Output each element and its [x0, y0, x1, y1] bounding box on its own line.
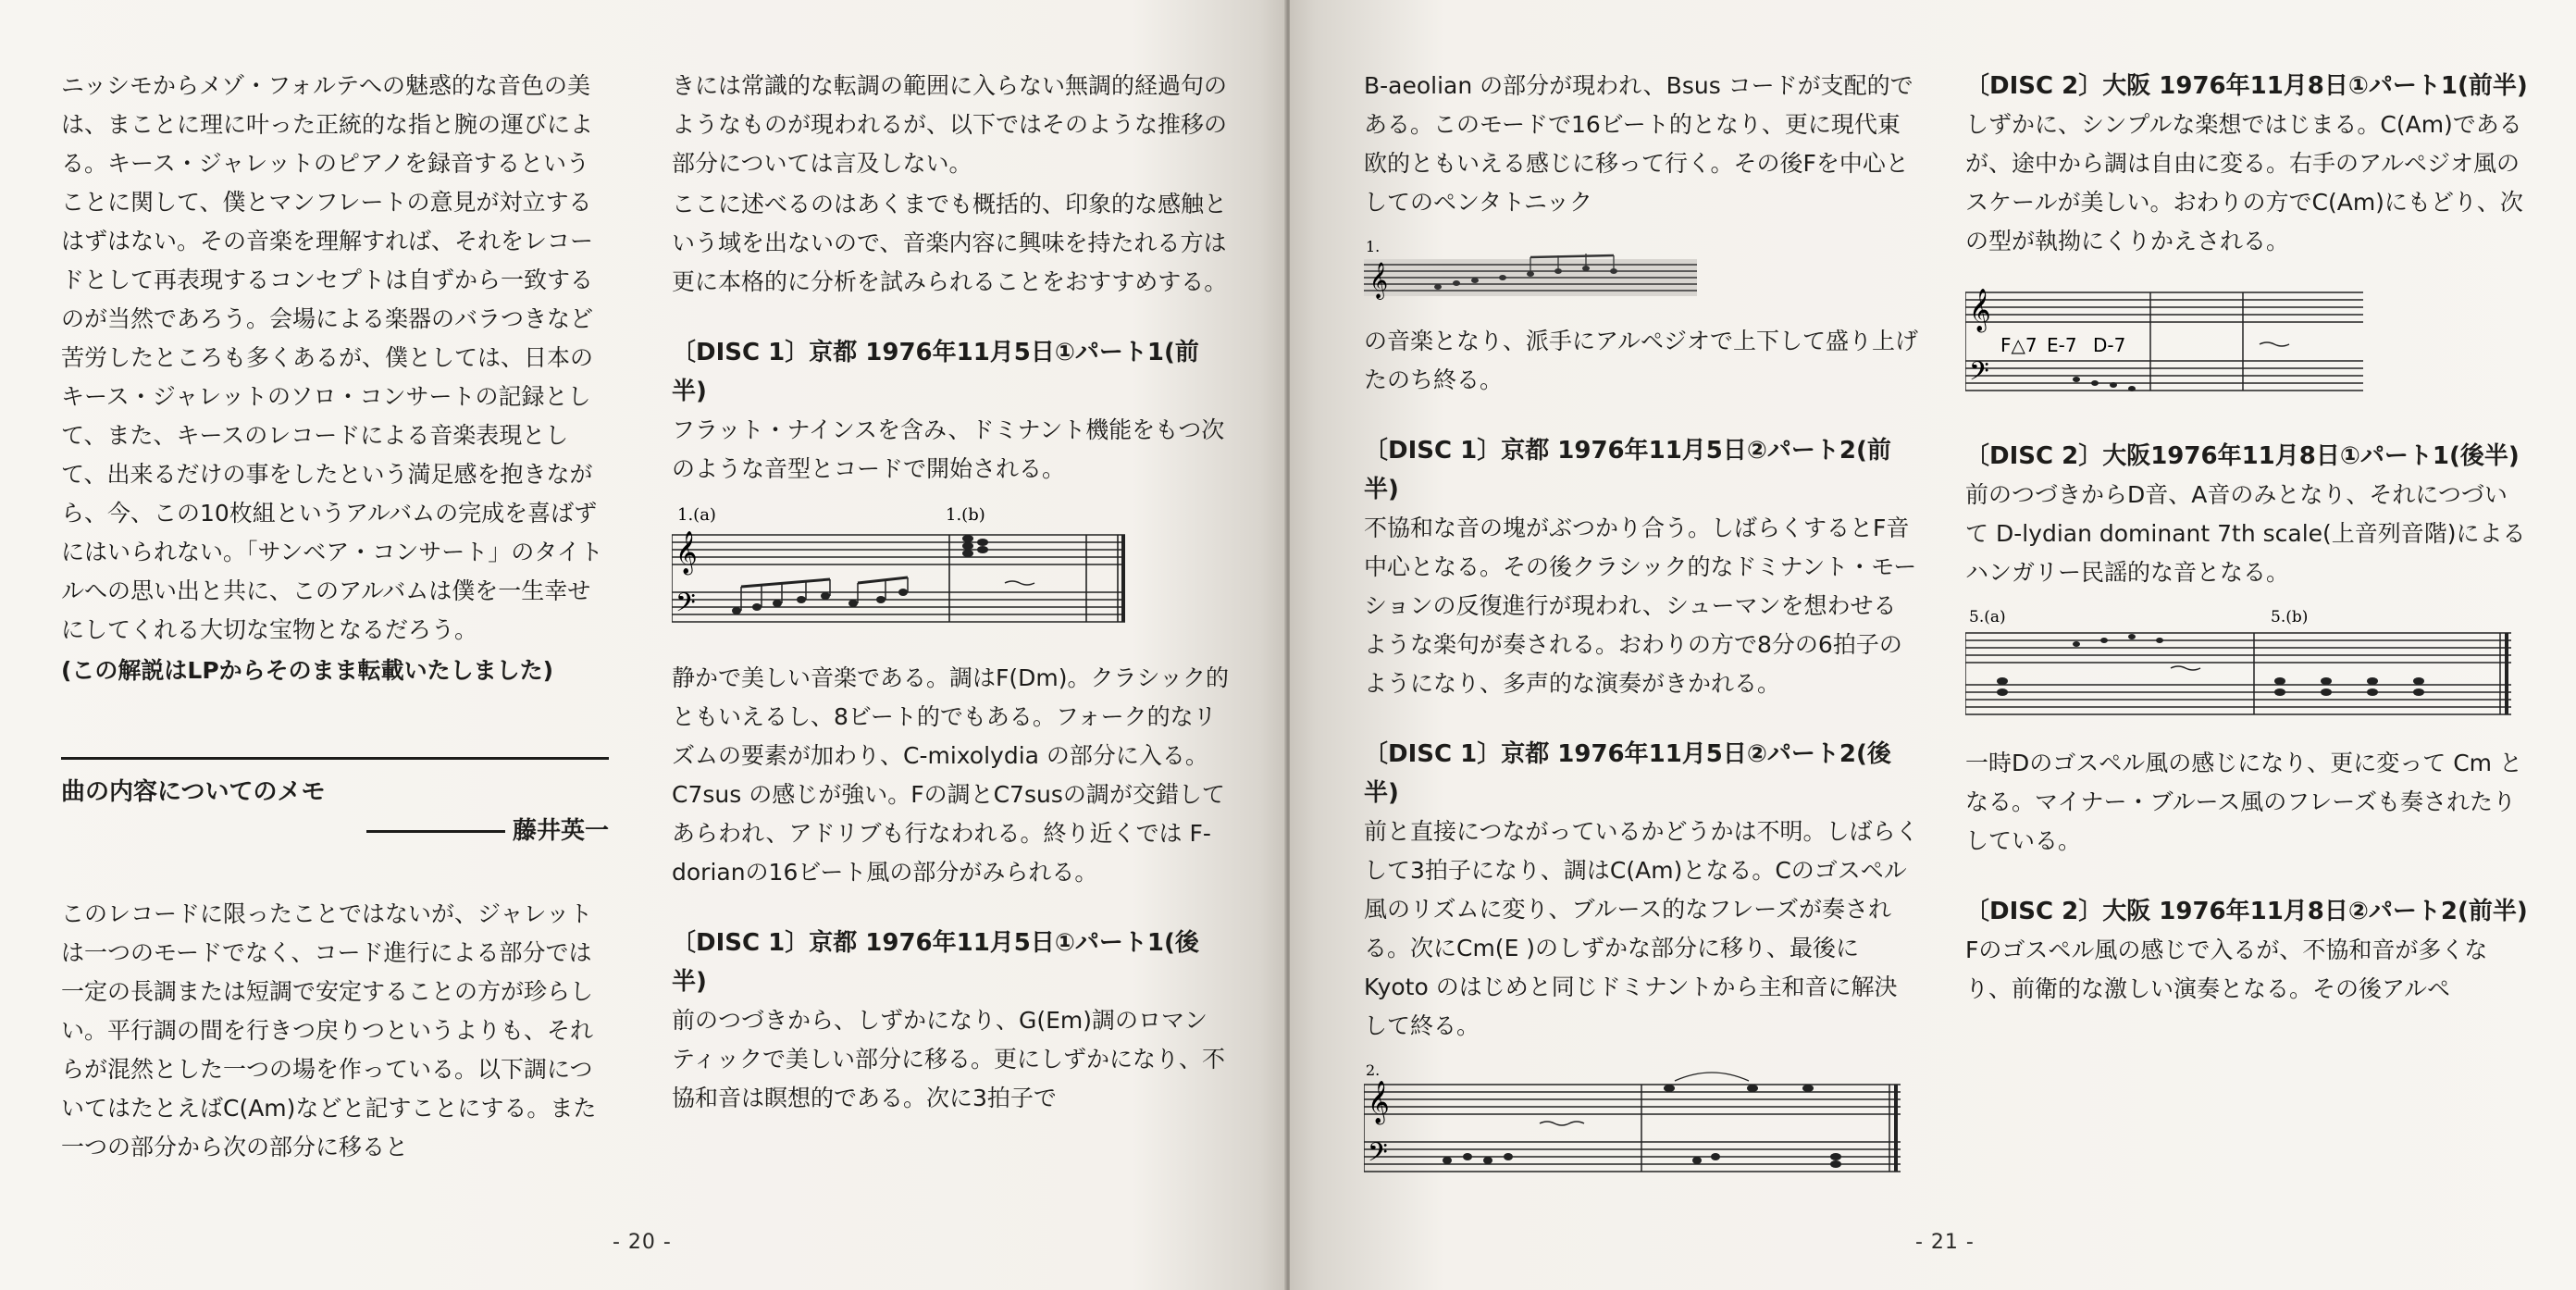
page-number: - 21 - [1915, 1231, 1975, 1254]
section-heading: 〔DISC 1〕京都 1976年11月5日②パート2(後半) [1364, 740, 1891, 807]
paragraph: の音楽となり、派手にアルペジオで上下して盛り上げたのち終る。 [1364, 328, 1919, 393]
paragraph: ここに述べるのはあくまでも概括的、印象的な感触という域を出ないので、音楽内容に興味を持たれる方は更に本格的に分析を試みられることをおすすめする。 [672, 191, 1228, 295]
figure-label: 2. [1366, 1061, 1381, 1079]
svg-text:𝄢: 𝄢 [675, 588, 696, 625]
section-heading: 〔DISC 1〕京都 1976年11月5日①パート1(後半) [672, 929, 1199, 996]
music-example-3 [1364, 1061, 1919, 1181]
memo-author-line [61, 812, 609, 850]
right-column-1 [1364, 67, 1919, 1197]
section-heading: 〔DISC 2〕大阪 1976年11月8日①パート1(前半) [1965, 72, 2528, 100]
svg-text:𝄞: 𝄞 [675, 531, 698, 574]
chord-symbol: F△7 [2000, 334, 2037, 356]
left-column-1 [61, 67, 609, 1169]
author-dash [366, 830, 505, 833]
right-column-2 [1965, 67, 2530, 1011]
right-page [1290, 0, 2576, 1290]
section-heading: 〔DISC 2〕大阪 1976年11月8日②パート2(前半) [1965, 898, 2528, 925]
memo-author: 藤井英一 [512, 817, 609, 845]
paragraph: 静かで美しい音楽である。調はF(Dm)。クラシック的ともいえるし、8ビート的でもある。フォーク的なリズムの要素が加わり、C-mixolydia の部分に入る。C7sus の感じが強い。Fの調とC7susの調が交錯してあらわれ、アドリブも行なわれる。終り近くでは F-dorianの16ビート風の部分がみられる。 [672, 664, 1229, 886]
svg-text:𝄢: 𝄢 [1969, 356, 1989, 393]
svg-text:𝄞: 𝄞 [1969, 289, 1991, 331]
section-divider [61, 757, 609, 760]
chord-symbol: E-7 [2047, 334, 2077, 356]
paragraph: フラット・ナインスを含み、ドミナント機能をもつ次のような音型とコードで開始される。 [672, 416, 1225, 482]
section-heading: 〔DISC 1〕京都 1976年11月5日②パート2(前半) [1364, 437, 1891, 503]
reprint-note: (この解説はLPからそのまま転載いたしました) [61, 657, 554, 684]
left-column-2 [672, 67, 1231, 1120]
paragraph: 前のつづきからD音、A音のみとなり、それにつづいて D-lydian dominant 7th scale(上音列音階)によるハンガリー民謡的な音となる。 [1965, 481, 2526, 586]
paragraph: しずかに、シンプルな楽想ではじまる。C(Am)であるが、途中から調は自由に変る。右手のアルペジオ風のスケールが美しい。おわりの方でC(Am)にもどり、次の型が執拗にくりかえされる。 [1965, 111, 2523, 254]
paragraph: 不協和な音の塊がぶつかり合う。しばらくするとF音中心となる。その後クラシック的なドミナント・モーションの反復進行が現われ、シューマンを想わせるような楽句が奏される。おわりの方で8分の6拍子のようになり、多声的な演奏がきかれる。 [1364, 515, 1917, 697]
page-number: - 20 - [613, 1231, 672, 1254]
figure-label: 5.(b) [2271, 608, 2309, 626]
chord-symbol: D-7 [2093, 334, 2126, 356]
figure-label: 5.(a) [1969, 608, 2006, 626]
paragraph: B-aeolian の部分が現われ、Bsus コードが支配的である。このモードで16ビート的となり、更に現代東欧的ともいえる感じに移って行く。その後Fを中心としてのペンタトニック [1364, 72, 1913, 216]
paragraph: 前のつづきから、しずかになり、G(Em)調のロマンティックで美しい部分に移る。更にしずかになり、不協和音は瞑想的である。次に3拍子で [672, 1007, 1226, 1111]
left-page [0, 0, 1286, 1290]
paragraph: ニッシモからメゾ・フォルテへの魅惑的な音色の美は、まことに理に叶った正統的な指と腕の運びによる。キース・ジャレットのピアノを録音するということに関して、僕とマンフレートの意見が対立するはずはない。その音楽を理解すれば、それをレコードとして再表現するコンセプトは自ずから一致するのが当然であろう。会場による楽器のバラつきなど苦労したところも多くあるが、僕としては、日本のキース・ジャレットのソロ・コンサートの記録として、また、キースのレコードによる音楽表現として、出来るだけの事をしたという満足感を抱きながら、今、この10枚組というアルバムの完成を喜ばずにはいられない。「サンベア・コンサート」のタイトルへの思い出と共に、このアルバムは僕を一生幸せにしてくれる大切な宝物となるだろう。 [61, 72, 603, 643]
paragraph: きには常識的な転調の範囲に入らない無調的経過句のようなものが現われるが、以下ではそのような推移の部分については言及しない。 [672, 72, 1228, 177]
paragraph: 前と直接につながっているかどうかは不明。しばらくして3拍子になり、調はC(Am)となる。Cのゴスペル風のリズムに変り、ブルース的なフレーズが奏される。次にCm(E )のしずかな部分に移り、最後に Kyoto のはじめと同じドミナントから主和音に解決して終る。 [1364, 818, 1919, 1039]
figure-label: 1. [1366, 238, 1381, 255]
paragraph: Fのゴスペル風の感じで入るが、不協和音が多くなり、前衛的な激しい演奏となる。その後アルペ [1965, 936, 2488, 1002]
music-example-4 [1965, 276, 2372, 405]
svg-text:𝄞: 𝄞 [1368, 1081, 1390, 1123]
memo-title: 曲の内容についてのメモ [61, 778, 326, 806]
paragraph: このレコードに限ったことではないが、ジャレットは一つのモードでなく、コード進行による部分では一定の長調または短調で安定することの方が珍らしい。平行調の間を行きつ戻りつというよりも、それらが混然とした一つの場を作っている。以下調についてはたとえばC(Am)などと記すことにする。また一つの部分から次の部分に移ると [61, 900, 597, 1160]
section-heading: 〔DISC 1〕京都 1976年11月5日①パート1(前半) [672, 339, 1199, 405]
music-example-1 [672, 503, 1227, 642]
figure-label: 1.(b) [946, 505, 985, 525]
paragraph: 一時Dのゴスペル風の感じになり、更に変って Cm となる。マイナー・ブルース風のフレーズも奏されたりしている。 [1965, 750, 2522, 854]
figure-label: 1.(a) [677, 505, 716, 525]
svg-text:𝄢: 𝄢 [1368, 1137, 1388, 1174]
spacer [61, 850, 609, 895]
music-example-2 [1364, 237, 1715, 305]
section-heading: 〔DISC 2〕大阪1976年11月8日①パート1(後半) [1965, 442, 2520, 470]
svg-text:𝄞: 𝄞 [1369, 262, 1389, 299]
music-example-5 [1965, 607, 2520, 727]
